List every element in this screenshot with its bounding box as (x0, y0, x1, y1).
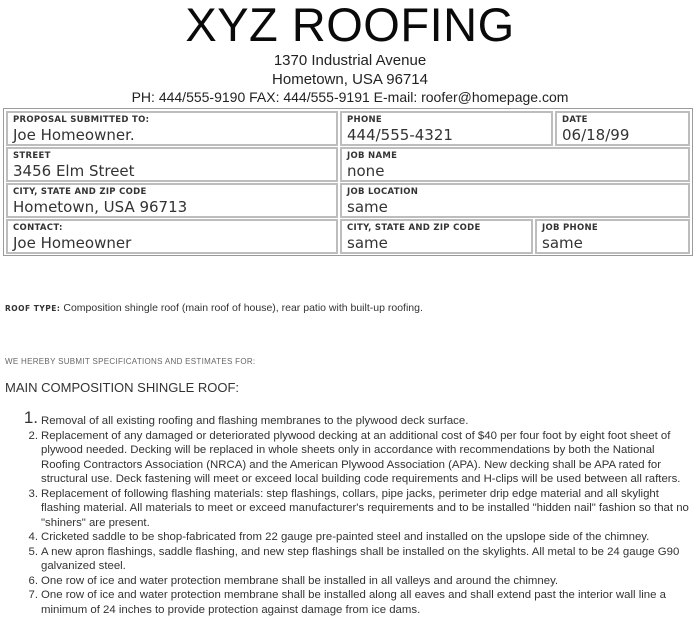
spec-number: 5. (28, 545, 38, 558)
job-phone-value: same (542, 234, 583, 252)
roof-type-label: ROOF TYPE: (5, 304, 61, 313)
date-cell (555, 111, 690, 146)
spec-number: 4. (28, 531, 38, 543)
spec-item (0, 530, 700, 545)
spec-number: 6. (28, 574, 38, 587)
company-contact-line: PH: 444/555-9190 FAX: 444/555-9191 E-mail: roofer@homepage.com (131, 89, 569, 105)
roof-type-value: Composition shingle roof (main roof of house), rear patio with built-up roofing. (63, 302, 423, 314)
job-name-label: JOB NAME (347, 151, 398, 161)
spec-number: 7. (28, 589, 38, 601)
job-city-state-zip-label: CITY, STATE AND ZIP CODE (347, 223, 481, 233)
job-city-state-zip-value: same (347, 234, 388, 252)
roof-type-line (5, 302, 423, 314)
phone-value: 444/555-4321 (347, 126, 453, 144)
phone-cell (340, 111, 553, 146)
street-label: STREET (13, 151, 51, 161)
specifications-list (0, 408, 700, 617)
job-name-cell (340, 147, 690, 182)
street-cell (6, 147, 338, 182)
city-state-zip-label: CITY, STATE AND ZIP CODE (13, 187, 147, 197)
contact-label: CONTACT: (13, 223, 63, 233)
job-location-label: JOB LOCATION (347, 187, 419, 197)
spec-item (0, 574, 700, 589)
job-city-state-zip-cell (340, 219, 533, 254)
spec-item (0, 429, 700, 487)
date-value: 06/18/99 (562, 126, 630, 144)
spec-item (0, 487, 700, 531)
proposal-info-table (3, 108, 693, 256)
spec-text: Replacement of following flashing materials: step flashings, collars, pipe jacks, perimeter drip edge material and all skylight flashing material. All materials to meet or exceed manufacturer's requirements and to be installed "hidden nail" fashion so that no "shiners" are present. (41, 487, 689, 529)
contact-value: Joe Homeowner (13, 234, 132, 252)
spec-text: A new apron flashings, saddle flashing, and new step flashings shall be installed on the skylights. All metal to be 24 gauge G90 galvanized steel. (41, 545, 680, 572)
proposal-submitted-to-value: Joe Homeowner. (13, 126, 135, 144)
proposal-submitted-to-cell (6, 111, 338, 146)
spec-item (0, 545, 700, 574)
spec-item (0, 588, 700, 617)
spec-number: 3. (28, 487, 38, 500)
company-address-line1: 1370 Industrial Avenue (273, 52, 427, 69)
job-location-value: same (347, 198, 388, 216)
phone-label: PHONE (347, 115, 382, 125)
company-address-line2: Hometown, USA 96714 (272, 71, 428, 88)
job-location-cell (340, 183, 690, 218)
spec-item (0, 408, 700, 429)
date-label: DATE (562, 115, 588, 125)
submit-heading: WE HEREBY SUBMIT SPECIFICATIONS AND ESTIMATES FOR: (5, 357, 256, 366)
job-phone-cell (535, 219, 690, 254)
street-value: 3456 Elm Street (13, 162, 135, 180)
section-title: MAIN COMPOSITION SHINGLE ROOF: (5, 380, 240, 395)
job-name-value: none (347, 162, 385, 180)
job-phone-label: JOB PHONE (542, 223, 599, 233)
contact-cell (6, 219, 338, 254)
spec-text: Removal of all existing roofing and flashing membranes to the plywood deck surface. (41, 415, 469, 427)
proposal-submitted-to-label: PROPOSAL SUBMITTED TO: (13, 115, 150, 125)
spec-text: Replacement of any damaged or deteriorated plywood decking at an additional cost of $40 per four foot by eight foot sheet of plywood needed. Decking will be replaced in whole sheets only in accordance with recommendations by both the National Roofing Contractors Association (NRCA) and the American Plywood Association (APA). New decking shall be APA rated for structural use. Deck fastening will meet or exceed local building code requirements and H-clips will be used between all rafters. (41, 429, 681, 485)
spec-number: 2. (28, 429, 38, 442)
company-title: XYZ ROOFING (185, 0, 515, 51)
spec-number: 1. (23, 408, 38, 427)
spec-text: One row of ice and water protection membrane shall be installed along all eaves and shall extend past the interior wall line a minimum of 24 inches to provide protection against damage from ice dams. (41, 589, 666, 616)
spec-text: Cricketed saddle to be shop-fabricated from 22 gauge pre-painted steel and installed on the upslope side of the chimney. (41, 531, 650, 543)
spec-text: One row of ice and water protection membrane shall be installed in all valleys and around the chimney. (41, 574, 559, 587)
city-state-zip-cell (6, 183, 338, 218)
city-state-zip-value: Hometown, USA 96713 (13, 198, 188, 216)
